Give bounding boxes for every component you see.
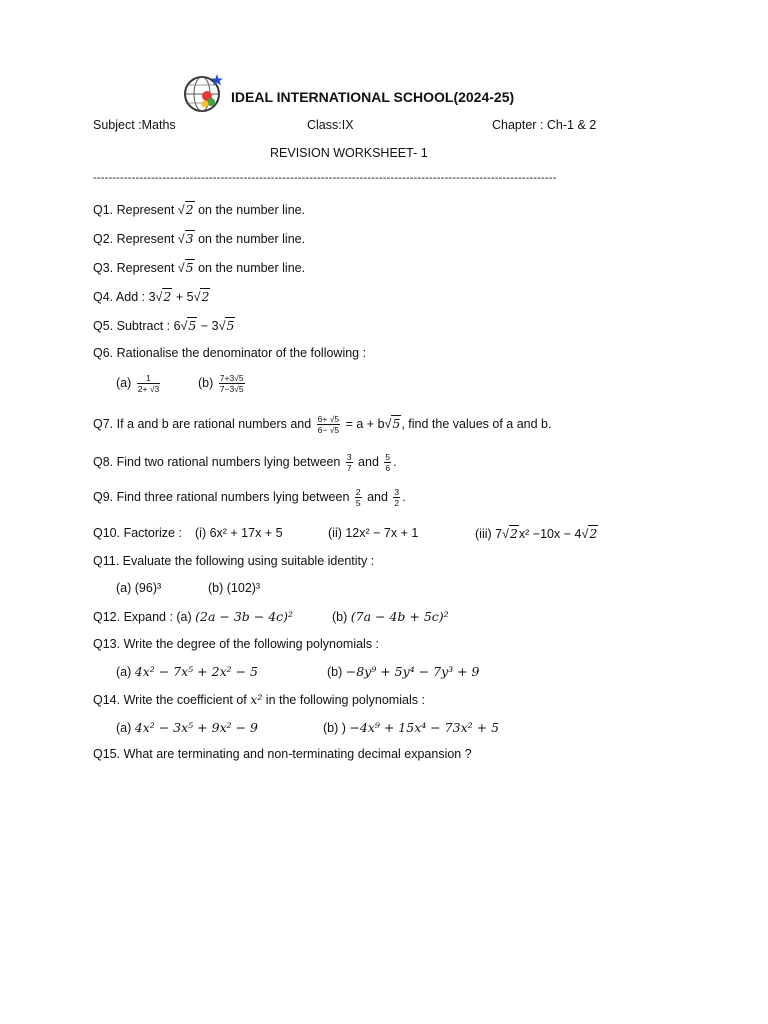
question-12-part-b: (b) (7a − 4b + 5c)² <box>332 609 449 624</box>
question-13-part-b: (b) −8y⁹ + 5y⁴ − 7y³ + 9 <box>327 664 480 679</box>
subject-label: Subject :Maths <box>93 118 176 132</box>
question-11-part-b: (b) (102)³ <box>208 581 261 595</box>
worksheet-title: REVISION WORKSHEET- 1 <box>270 146 428 160</box>
question-11-part-a: (a) (96)³ <box>116 581 162 595</box>
question-7: Q7. If a and b are rational numbers and $\frac{6+ √5}{6- √5}$ = a + b√5, find the values of a and b. <box>93 414 552 435</box>
question-13-part-a: (a) 4x² − 7x⁵ + 2x² − 5 <box>116 664 259 679</box>
question-1: Q1. Represent √2 on the number line. <box>93 202 306 217</box>
question-11: Q11. Evaluate the following using suitable identity : <box>93 554 375 568</box>
question-10-part-i: (i) 6x² + 17x + 5 <box>195 526 283 540</box>
question-14-part-b: (b) ) −4x⁹ + 15x⁴ − 73x² + 5 <box>323 720 500 735</box>
chapter-label: Chapter : Ch-1 & 2 <box>492 118 597 132</box>
question-13: Q13. Write the degree of the following polynomials : <box>93 637 380 651</box>
question-6-part-a: (a) $\frac{1}{2+ √3}$ <box>116 373 160 394</box>
school-logo-icon <box>180 70 226 116</box>
question-12: Q12. Expand : (a) (2a − 3b − 4c)² <box>93 609 294 624</box>
question-2: Q2. Represent √3 on the number line. <box>93 231 306 246</box>
school-name: IDEAL INTERNATIONAL SCHOOL(2024-25) <box>231 89 515 105</box>
question-14-part-a: (a) 4x² − 3x⁵ + 9x² − 9 <box>116 720 259 735</box>
question-14: Q14. Write the coefficient of x² in the following polynomials : <box>93 692 425 707</box>
question-5: Q5. Subtract : 6√5 − 3√5 <box>93 318 235 333</box>
question-10-label: Q10. Factorize : <box>93 526 182 540</box>
question-6-part-b: (b) $\frac{7+3√5}{7-3√5}$ <box>198 373 244 394</box>
question-9: Q9. Find three rational numbers lying between $\frac{2}{5}$ and $\frac{3}{2}$ . <box>93 487 406 508</box>
class-label: Class:IX <box>307 118 354 132</box>
question-10-part-ii: (ii) 12x² − 7x + 1 <box>328 526 419 540</box>
question-8: Q8. Find two rational numbers lying between $\frac{3}{7}$ and $\frac{5}{6}$ . <box>93 452 397 473</box>
question-15: Q15. What are terminating and non-terminating decimal expansion ? <box>93 747 472 761</box>
question-6: Q6. Rationalise the denominator of the following : <box>93 346 367 360</box>
question-3: Q3. Represent √5 on the number line. <box>93 260 306 275</box>
divider-line: ------------------------------------------------------------------------------------------------------------------------ <box>93 172 557 184</box>
question-4: Q4. Add : 3√2 + 5√2 <box>93 289 210 304</box>
question-10-part-iii: (iii) 7√2x² −10x − 4√2 <box>475 526 598 541</box>
